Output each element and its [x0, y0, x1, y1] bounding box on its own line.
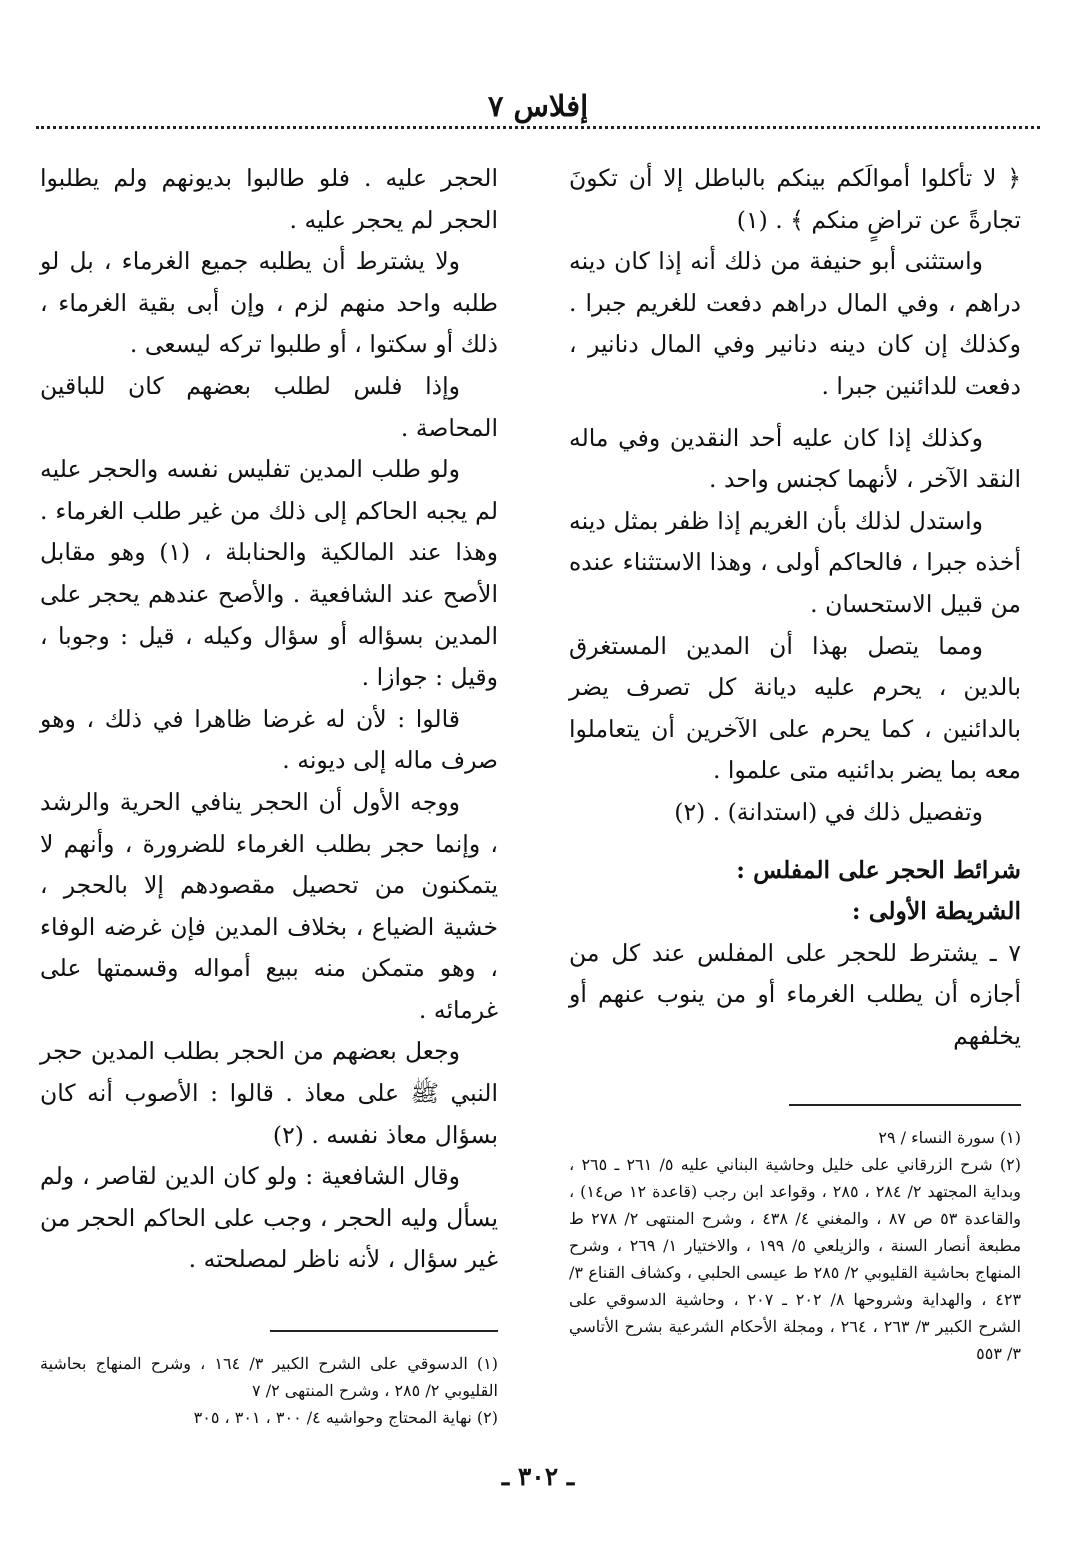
footnote-right-2: (٢) شرح الزرقاني على خليل وحاشية البناني عليه ٥/ ٢٦١ ـ ٢٦٥ ، وبداية المجتهد ٢/ ٢٨٤ ، ٢٨٥ ، وقواعد ابن رجب (قاعدة ١٢ ص١٤) ، والقاعدة ٥٣ ص ٨٧ ، والمغني ٤/ ٤٣٨ ، وشرح المنتهى ٢/ ٢٧٨ ط مطبعة أنصار السنة ، والزيلعي ٥/ ١٩٩ ، والاختيار ١/ ٢٦٩ ، وشرح المنهاج بحاشية القليوبي ٢/ ٢٨٥ ط عيسى الحلبي ، وكشاف القناع ٣/ ٤٢٣ ، والهداية وشروحها ٨/ ٢٠٢ ـ ٢٠٧ ، وحاشية الدسوقي على الشرح الكبير ٣/ ٢٦٣ ، ٢٦٤ ، ومجلة الأحكام الشرعية بشرح الأتاسي ٣/ ٥٥٣	[569, 1155, 1022, 1363]
section-heading: شرائط الحجر على المفلس :	[736, 855, 1021, 884]
right-paragraph-2: واستثنى أبو حنيفة من ذلك أنه إذا كان دينه دراهم ، وفي المال دراهم دفعت للغريم جبرا . وكذلك إن كان دينه دنانير وفي المال دنانير ، دفعت للدائنين جبرا .	[569, 247, 1021, 400]
left-paragraph-2: ولا يشترط أن يطلبه جميع الغرماء ، بل لو طلبه واحد منهم لزم ، وإن أبى بقية الغرماء ، ذلك أو سكتوا ، أو طلبوا تركه ليسعى .	[40, 247, 498, 359]
footnote-divider-left	[270, 1330, 498, 1332]
header-divider	[36, 126, 1040, 129]
page-number: ـ ٣٠٢ ـ	[501, 1462, 575, 1491]
page-title: إفلاس ٧	[487, 89, 589, 123]
left-column	[40, 158, 498, 1281]
right-column	[569, 158, 1021, 1057]
left-paragraph-4: ولو طلب المدين تفليس نفسه والحجر عليه لم يجبه الحاكم إلى ذلك من غير طلب الغرماء . وهذا عند المالكية والحنابلة ، (١) وهو مقابل الأصح عند الشافعية . والأصح عندهم يحجر على المدين بسؤاله أو سؤال وكيله ، قيل : وجوبا ، وقيل : جوازا .	[40, 455, 498, 692]
right-paragraph-7: ٧ ـ يشترط للحجر على المفلس عند كل من أجازه أن يطلب الغرماء أو من ينوب عنهم أو يخلفهم	[569, 938, 1021, 1050]
left-paragraph-6: ووجه الأول أن الحجر ينافي الحرية والرشد ، وإنما حجر بطلب الغرماء للضرورة ، وأنهم لا يتمكنون من تحصيل مقصودهم إلا بالحجر ، خشية الضياع ، بخلاف المدين فإن غرضه الوفاء ، وهو متمكن منه ببيع أمواله وقسمتها على غرمائه .	[40, 787, 498, 1024]
right-paragraph-1: ﴿ لا تأكلوا أموالَكم بينكم بالباطل إلا أن تكونَ تجارةً عن تراضٍ منكم ﴾ . (١)	[569, 164, 1021, 234]
left-paragraph-1: الحجر عليه . فلو طالبوا بديونهم ولم يطلبوا الحجر لم يحجر عليه .	[40, 164, 498, 234]
footnote-left-2: (٢) نهاية المحتاج وحواشيه ٤/ ٣٠٠ ، ٣٠١ ، ٣٠٥	[193, 1408, 498, 1427]
right-paragraph-4: واستدل لذلك بأن الغريم إذا ظفر بمثل دينه أخذه جبرا ، فالحاكم أولى ، وهذا الاستثناء عنده من قبيل الاستحسان .	[569, 506, 1021, 618]
footnote-divider-right	[789, 1104, 1021, 1106]
left-paragraph-7: وجعل بعضهم من الحجر بطلب المدين حجر النبي ﷺ على معاذ . قالوا : الأصوب أنه كان بسؤال معاذ نفسه . (٢)	[40, 1037, 498, 1149]
left-paragraph-8: وقال الشافعية : ولو كان الدين لقاصر ، ولم يسأل وليه الحجر ، وجب على الحاكم الحجر من غير سؤال ، لأنه ناظر لمصلحته .	[40, 1162, 498, 1274]
footnotes-right	[569, 1124, 1021, 1367]
footnote-right-1: (١) سورة النساء / ٢٩	[878, 1128, 1021, 1147]
footnote-left-1: (١) الدسوقي على الشرح الكبير ٣/ ١٦٤ ، وشرح المنهاج بحاشية القليوبي ٢/ ٢٨٥ ، وشرح المنتهى ٢/ ٧	[40, 1354, 498, 1400]
footnotes-left	[40, 1350, 498, 1431]
subsection-heading: الشريطة الأولى :	[851, 897, 1021, 926]
left-paragraph-5: قالوا : لأن له غرضا ظاهرا في ذلك ، وهو صرف ماله إلى ديونه .	[40, 704, 498, 775]
left-paragraph-3: وإذا فلس لطلب بعضهم كان للباقين المحاصة .	[40, 371, 498, 442]
right-paragraph-5: ومما يتصل بهذا أن المدين المستغرق بالدين ، يحرم عليه ديانة كل تصرف يضر بالدائنين ، كما يحرم على الآخرين أن يتعاملوا معه بما يضر بدائنيه متى علموا .	[569, 631, 1021, 785]
right-paragraph-6: وتفصيل ذلك في (استدانة) . (٢)	[674, 797, 983, 826]
right-paragraph-3: وكذلك إذا كان عليه أحد النقدين وفي ماله النقد الآخر ، لأنهما كجنس واحد .	[569, 423, 1021, 494]
